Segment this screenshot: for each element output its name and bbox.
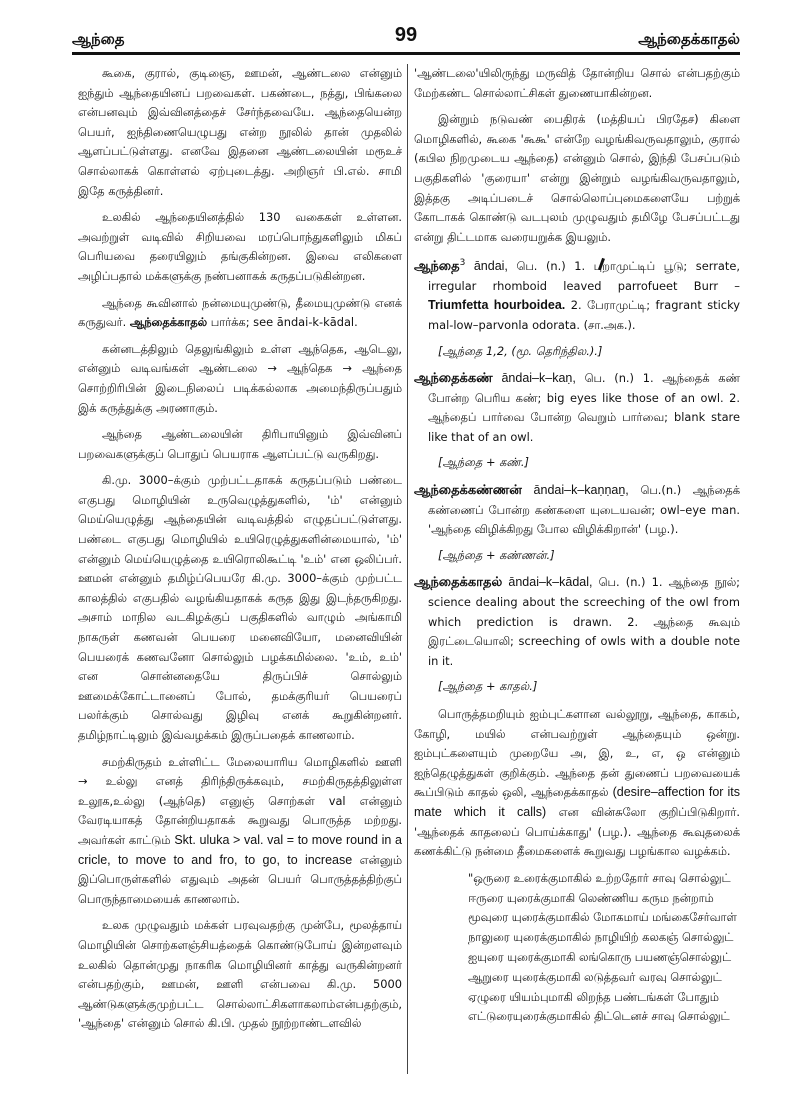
text: என வின்சுலோ குறிப்பிடுகிறார். 'ஆந்தைக் காதலைப் பொய்க்காது' (பழ.). ஆந்தை கூவுதலைக் கணக்கிட்டு நன்மை தீமைகளைக் கூறுவது பழங்கால வழக்கம். — [414, 804, 740, 859]
verse-line: எட்டுரையுரைக்குமாகில் திட்டெனச் சாவு சொல்லுட் — [468, 1009, 730, 1024]
dictionary-entry — [414, 369, 740, 447]
text: பொருத்தமறியும் ஐம்புட்களான வல்லூறு, ஆந்தை, காகம், கோழி, மயில் என்பவற்றுள் ஆந்தையும் ஒன்று. ஐம்புட்களையும் முறையே அ, இ, உ, எ, ஒ என்னும் ஐந்தெழுத்துகள் குறிக்கும். ஆந்தை தன் துணைப் பறவையைக் கூப்பிடும் காதல் ஒலி, ஆந்தைக்காதல் — [414, 707, 740, 800]
verse-line: ஆறுரை யுரைக்குமாகி லடுத்தவர் வரவு சொல்லுட் — [468, 969, 722, 984]
etymology: [ஆந்தை + கண்.] — [438, 455, 529, 470]
paragraph: கன்னடத்திலும் தெலுங்கிலும் உள்ள ஆந்தெக, ஆடெலு, என்னும் வடிவங்கள் ஆண்டலை → ஆந்தெக → ஆந்தை சொற்றிரிபின் இடைநிலைப் படிக்கல்லாக அமைந்திருப்பதும் இக் கருத்துக்கு அரணாகும். — [78, 341, 402, 415]
paragraph: கூகை, குரால், குடிஞை, ஊமன், ஆண்டலை என்னும் ஐந்தும் ஆந்தையினப் பறவைகள். பகண்டை, நத்து, பிங்கலை என்பனவும் இவ்வினத்தைச் சேர்ந்தவையே. ஆந்தையென்ற பெயர், ஐந்திணையெழுபது என்ற நூலில் தான் முதலில் ஆளப்பட்டுள்ளது. எனவே இதனை ஆண்டலையின் மரூஉச் சொல்லாகக் கொள்ளல் ஏற்புடைத்து. அறிஞர் பி.எல். சாமி இதே கருத்தினர். — [78, 66, 402, 198]
text: ஆந்தை கூவினால் நன்மையுமுண்டு, தீமையுமுண்டு எனக் கருதுவர். — [78, 295, 402, 330]
dictionary-entry — [414, 254, 740, 335]
verse-line: மூவுரை யுரைக்குமாகில் மோகமாய் மங்கைசேர்வாள் — [468, 910, 737, 925]
definition: 2. பேராமுட்டி; fragrant sticky mal-low–parvonla odorata. (சா.அக.). — [428, 298, 740, 332]
text: பார்க்க; see āndai-k-kādal. — [210, 315, 358, 330]
header-rule — [72, 52, 740, 55]
etymology: [ஆந்தை + காதல்.] — [438, 679, 538, 694]
etymology: [ஆந்தை + கண்ணன்.] — [438, 547, 555, 562]
verse-line: நாலுரை யுரைக்குமாகில் நாழியிற் கலகஞ் சொல்லுட் — [468, 930, 734, 945]
headword: ஆந்தை — [414, 259, 460, 275]
verse-line: ஏழுரை யியம்புமாகி லிறந்த பண்டங்கள் போதும் — [468, 989, 719, 1004]
headword: ஆந்தைக்கண்ணன் — [414, 483, 522, 499]
paragraph: உலகில் ஆந்தையினத்தில் 130 வகைகள் உள்ளன. அவற்றுள் வடிவில் சிறியவை மரப்பொந்துகளிலும் மிகப் பெரியவை தரையிலும் தங்குகின்றன. இவை எலிகளை அழிப்பதால் மக்களுக்கு நண்பனாகக் கருதப்படுகின்றன. — [78, 210, 402, 283]
cross-reference: ஆந்தைக்காதல் — [129, 315, 208, 330]
transliteration: āndai–k–kādal, — [508, 575, 593, 590]
paragraph: உலக முழுவதும் மக்கள் பரவுவதற்கு முன்பே, மூலத்தாய் மொழியின் சொற்களஞ்சியத்தைக் கொண்டுபோய் இன்றளவும் உலகில் தொன்முது நாகரிக மொழியினர் காத்து வருகின்றனர் என்பதற்கும், ஊமன், ஊளி என்பவை கி.மு. 5000 ஆண்டுகளுக்குமுற்பட்ட சொல்லாட்சிகளாகலாம்என்பதற்கும், 'ஆந்தை' என்னும் சொல் கி.பி. முதல் நூற்றாண்டளவில் — [78, 918, 402, 1031]
definition: பெ. (n.) 1. ஆந்தைக் கண் போன்ற பெரிய கண்; big eyes like those of an owl. 2. ஆந்தைப் பார்வை போன்ற வெறும் பார்வை; blank stare like that of an owl. — [428, 371, 741, 444]
page-number: 99 — [394, 24, 418, 46]
transliteration: āndai–k–kaṇṇaṉ, — [533, 483, 629, 498]
headword: ஆந்தைக்கண் — [414, 371, 493, 387]
paragraph: இன்றும் நடுவண் பைதிரக் (மத்தியப் பிரதேச) கிளை மொழிகளில், கூகை 'கூகூ' என்றே வழங்கிவருவதாலும், குரால் (கபில நிறமுடைய ஆந்தை) என்னும் சொல், இந்தி பேசப்படும் பகுதிகளில் 'குரையா' என்று இன்றும் வழங்கிவருவதாலும், இத்தகு அடிப்படைச் சொல்லொப்புமைகளையே பற்றுக் கோடாகக் கொண்டு வடபுலம் முழுவதும் தமிழே பேசப்பட்டது என்று திட்டமாக வரையறுக்க இயலும். — [414, 112, 740, 244]
paragraph: 'ஆண்டலை'யிலிருந்து மருவித் தோன்றிய சொல் என்பதற்கும் மேற்கண்ட சொல்லாட்சிகள் துணையாகின்றன. — [414, 66, 740, 100]
page-header — [72, 24, 740, 52]
etymology: [ஆந்தை 1,2, (மூ. தெரிந்தில.).] — [438, 343, 603, 358]
right-column — [414, 64, 740, 1027]
column-divider — [407, 64, 408, 1074]
definition: பெ. (n.) 1. ஆந்தை நூல்; science dealing about the screeching of the owl from which prediction is drawn. 2. ஆந்தை கூவும் இரட்டையொலி; screeching of owls with a double note in it. — [428, 575, 740, 668]
english-gloss: Skt. uluka > val. val = to move round in a cricle, to move to and fro, to go, to increase — [78, 832, 402, 867]
verse-line: ஈருரை யுரைக்குமாகி லெண்ணிய கரும நன்றாம் — [468, 890, 714, 905]
headword: ஆந்தைக்காதல் — [414, 575, 503, 591]
paragraph-owl-omen — [78, 294, 402, 333]
verse-quotation — [468, 869, 740, 1027]
english-gloss: (desire–affection for its mate which it calls) — [414, 785, 740, 819]
dictionary-entry — [414, 573, 740, 671]
dictionary-entry — [414, 481, 740, 540]
definition: பெ. (n.) 1. புறாமுட்டிப் பூடு; serrate, irregular rhomboid leaved parrofueet Burr – — [428, 259, 740, 293]
left-guideword: ஆந்தை — [72, 30, 125, 48]
text: சமற்கிருதம் உள்ளிட்ட மேலையாரிய மொழிகளில் ஊளி → உல்லு எனத் திரிந்திருக்கவும், சமற்கிருதத்திலுள்ள உலூக,உல்லு (ஆந்தெ) எனுஞ் சொற்கள் val என்னும் வேரடியாகத் தோன்றியதாகக் கூறுவது பொருத்த மற்றது. அவர்கள் காட்டும் — [78, 754, 402, 847]
homonym-number: 3 — [459, 258, 466, 269]
transliteration: āndai, — [473, 259, 508, 274]
text: என்னும் இப்பொருள்களில் எதுவும் அதன் பெயர் பொருத்தத்திற்குப் பொருந்தாமையைக் காணலாம். — [78, 852, 402, 906]
left-column — [78, 64, 402, 1041]
paragraph-closing — [414, 705, 740, 862]
paragraph: ஆந்தை ஆண்டலையின் திரிபாயினும் இவ்வினப் பறவைகளுக்குப் பொதுப் பெயராக ஆளப்பட்டு வருகிறது. — [78, 427, 402, 461]
botanical-name: Triumfetta hourboidea. — [428, 298, 566, 313]
right-guideword: ஆந்தைக்காதல் — [638, 30, 740, 48]
paragraph-sanskrit — [78, 753, 402, 910]
transliteration: āndai–k–kaṇ, — [501, 371, 576, 386]
verse-line: "ஒருரை உரைக்குமாகில் உற்றதோர் சாவு சொல்லுட் — [468, 870, 731, 885]
definition: பெ.(n.) ஆந்தைக் கண்ணைப் போன்ற கண்களை யுடையவன்; owl–eye man. 'ஆந்தை விழிக்கிறது போல விழிக்கிறான்' (பழ.). — [428, 483, 741, 537]
verse-line: ஐயுரை யுரைக்குமாகி லங்கொரு பயணஞ்சொல்லுட் — [468, 949, 732, 964]
paragraph: கி.மு. 3000–க்கும் முற்பட்டதாகக் கருதப்படும் பண்டை எகுபது மொழியின் உருவெழுத்துகளில், 'ம்' என்னும் மெய்யெழுத்து ஆந்தையின் வடிவத்தில் எழுதப்பட்டுள்ளது. பண்டை எகுபது மொழியில் உயிரெழுத்துகளின்மையால், 'ம்' என்னும் மெய்யெழுத்தை உயிரொலிகூட்டி 'உம்' என ஒலிப்பர். ஊமன் என்னும் தமிழ்ப்பெயரே கி.மு. 3000–க்கும் முற்பட்ட காலத்தில் எகுபதில் வழங்கியதாகக் கருத இது இடந்தருகிறது. அசாம் மாநில வடகிழக்குப் பகுதிகளில் வாழும் அங்காமி நாகருள் கணவன் பெயரை மனைவியோ, மனைவியின் பெயரைக் கணவனோ சொல்லும் பழக்கமில்லை. 'உம், உம்' என சொன்னதையே திருப்பிச் சொல்லும் ஊமைக்கோட்டானைப் போல், தமக்குரியர் பெயரைப் பலர்க்கும் சொல்வது இழிவு எனக் கூறுகின்றனர். தமிழ்நாட்டிலும் இவ்வழக்கம் இருப்பதைக் காணலாம். — [78, 473, 402, 742]
